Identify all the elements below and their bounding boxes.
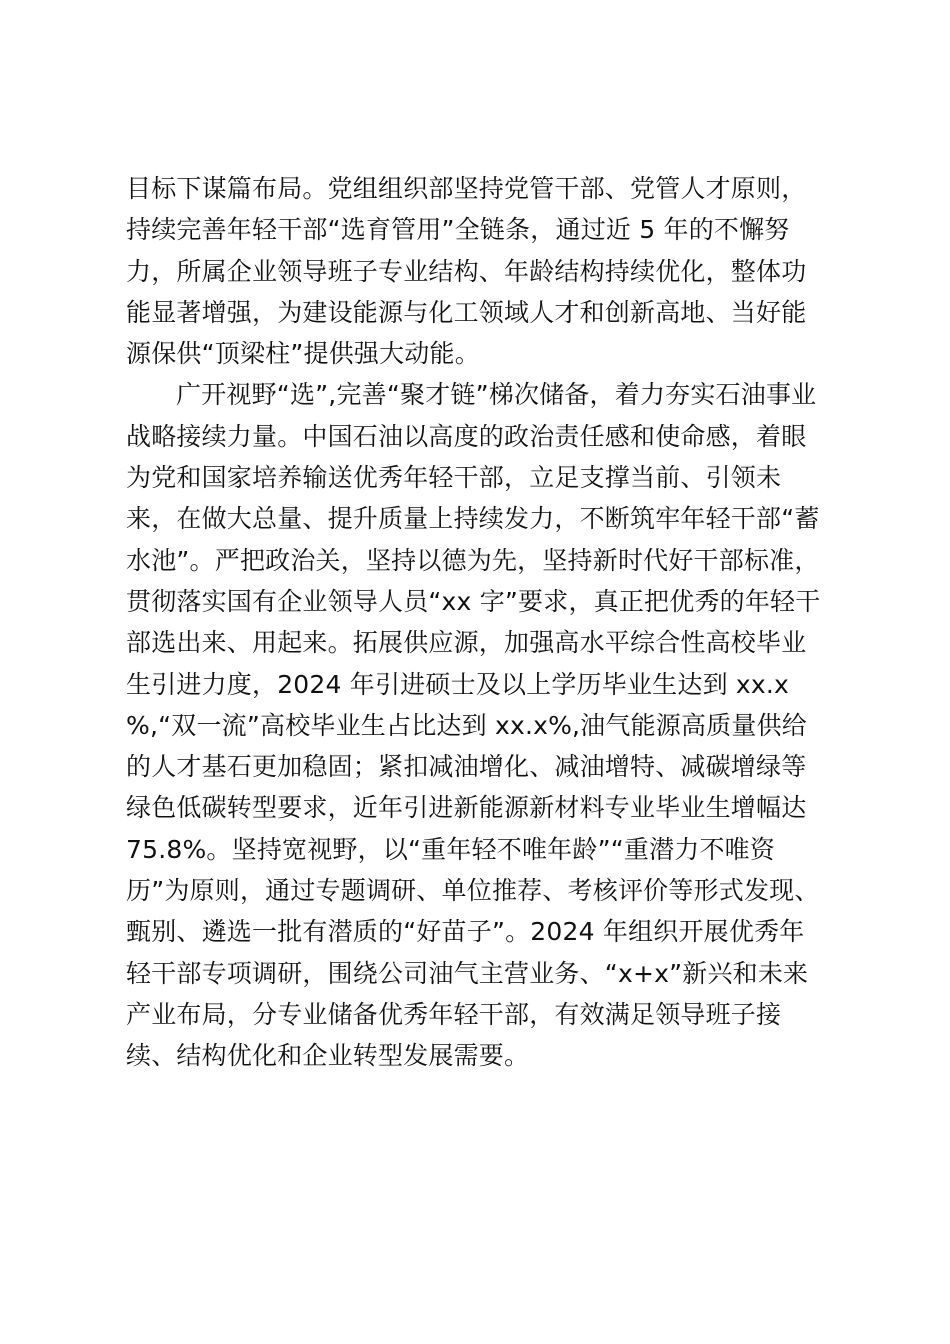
text-line: 能显著增强，为建设能源与化工领域人才和创新高地、当好能 <box>126 297 807 327</box>
text-line: 部选出来、用起来。拓展供应源，加强高水平综合性高校毕业 <box>126 628 807 658</box>
text-line: 源保供“顶梁柱”提供强大动能。 <box>126 339 480 369</box>
document-body <box>126 168 826 1077</box>
text-line: 的人才基石更加稳固；紧扣减油增化、减油增特、减碳增绿等 <box>126 752 807 782</box>
text-line: 力，所属企业领导班子专业结构、年龄结构持续优化，整体功 <box>126 256 807 286</box>
text-line: 为党和国家培养输送优秀年轻干部，立足支撑当前、引领未 <box>126 463 782 493</box>
paragraph-first-line: 广开视野“选”,完善“聚才链”梯次储备，着力夯实石油事业 <box>176 380 817 410</box>
text-line: 甄别、遴选一批有潜质的“好苗子”。2024 年组织开展优秀年 <box>126 917 805 947</box>
text-line: 目标下谋篇布局。党组组织部坚持党管干部、党管人才原则， <box>126 174 807 203</box>
text-line: %,“双一流”高校毕业生占比达到 xx.x%,油气能源高质量供给 <box>126 710 807 740</box>
text-line: 来，在做大总量、提升质量上持续发力，不断筑牢年轻干部“蓄 <box>126 504 820 534</box>
text-line: 历”为原则，通过专题调研、单位推荐、考核评价等形式发现、 <box>126 876 820 906</box>
text-line: 水池”。严把政治关，坚持以德为先，坚持新时代好干部标准， <box>126 545 820 575</box>
text-line: 贯彻落实国有企业领导人员“xx 字”要求，真正把优秀的年轻干 <box>126 586 821 616</box>
text-line: 战略接续力量。中国石油以高度的政治责任感和使命感，着眼 <box>126 421 807 451</box>
text-line: 绿色低碳转型要求，近年引进新能源新材料专业毕业生增幅达 <box>126 793 807 823</box>
text-line: 续、结构优化和企业转型发展需要。 <box>126 1041 530 1071</box>
text-line: 产业布局，分专业储备优秀年轻干部，有效满足领导班子接 <box>126 999 782 1029</box>
text-line: 75.8%。坚持宽视野，以“重年轻不唯年龄”“重潜力不唯资 <box>126 834 776 864</box>
text-line: 生引进力度，2024 年引进硕士及以上学历毕业生达到 xx.x <box>126 669 790 699</box>
text-line: 轻干部专项调研，围绕公司油气主营业务、“x+x”新兴和未来 <box>126 958 809 988</box>
text-line: 持续完善年轻干部“选育管用”全链条，通过近 5 年的不懈努 <box>126 215 790 245</box>
